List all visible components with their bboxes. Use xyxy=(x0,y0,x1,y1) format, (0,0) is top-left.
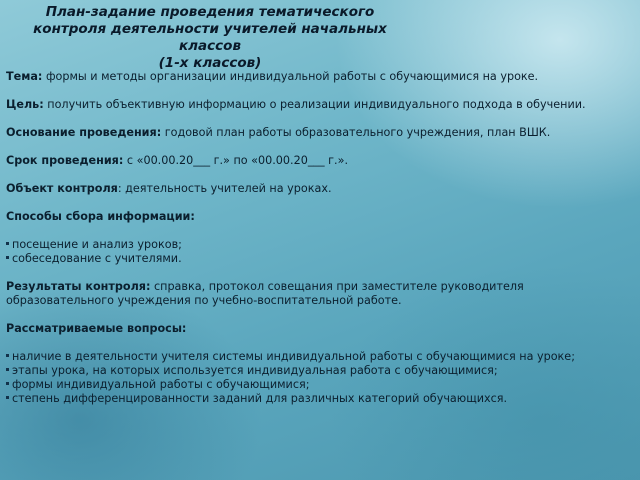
methods-label: Способы сбора информации: xyxy=(6,210,195,223)
topic-text: формы и методы организации индивидуальной работы с обучающимися на уроке. xyxy=(42,70,539,83)
list-item: этапы урока, на которых используется индивидуальная работа с обучающимися; xyxy=(6,364,630,378)
basis-text: годовой план работы образовательного учреждения, план ВШК. xyxy=(161,126,551,139)
results-paragraph xyxy=(6,280,630,308)
term-text: с «00.00.20___ г.» по «00.00.20___ г.». xyxy=(123,154,348,167)
list-item: формы индивидуальной работы с обучающимися; xyxy=(6,378,630,392)
list-item: наличие в деятельности учителя системы индивидуальной работы с обучающимися на уроке; xyxy=(6,350,630,364)
questions-label: Рассматриваемые вопросы: xyxy=(6,322,187,335)
questions-heading-paragraph xyxy=(6,322,630,336)
list-item: собеседование с учителями. xyxy=(6,252,630,266)
list-item: степень дифференцированности заданий для различных категорий обучающихся. xyxy=(6,392,630,406)
title-line-1: План-задание проведения тематического xyxy=(45,4,375,20)
object-paragraph xyxy=(6,182,630,196)
results-label: Результаты контроля: xyxy=(6,280,151,293)
goal-paragraph xyxy=(6,98,630,112)
goal-text: получить объективную информацию о реализации индивидуального подхода в обучении. xyxy=(43,98,586,111)
document-body xyxy=(6,70,630,406)
methods-heading-paragraph xyxy=(6,210,630,224)
results-text: справка, протокол совещания при заместителе руководителя образовательного учреждения по учебно-воспитательной работе. xyxy=(6,280,524,307)
title-line-3: (1-х классов) xyxy=(158,55,262,71)
object-label: Объект контроля xyxy=(6,182,118,195)
topic-paragraph xyxy=(6,70,630,84)
object-text: : деятельность учителей на уроках. xyxy=(117,182,332,195)
basis-paragraph xyxy=(6,126,630,140)
topic-label: Тема: xyxy=(6,70,43,83)
term-label: Срок проведения: xyxy=(6,154,124,167)
questions-list xyxy=(6,350,630,406)
methods-list xyxy=(6,238,630,266)
title-line-2: контроля деятельности учителей начальных классов xyxy=(33,21,387,54)
basis-label: Основание проведения: xyxy=(6,126,162,139)
goal-label: Цель: xyxy=(6,98,44,111)
page-title xyxy=(0,4,420,72)
term-paragraph xyxy=(6,154,630,168)
list-item: посещение и анализ уроков; xyxy=(6,238,630,252)
